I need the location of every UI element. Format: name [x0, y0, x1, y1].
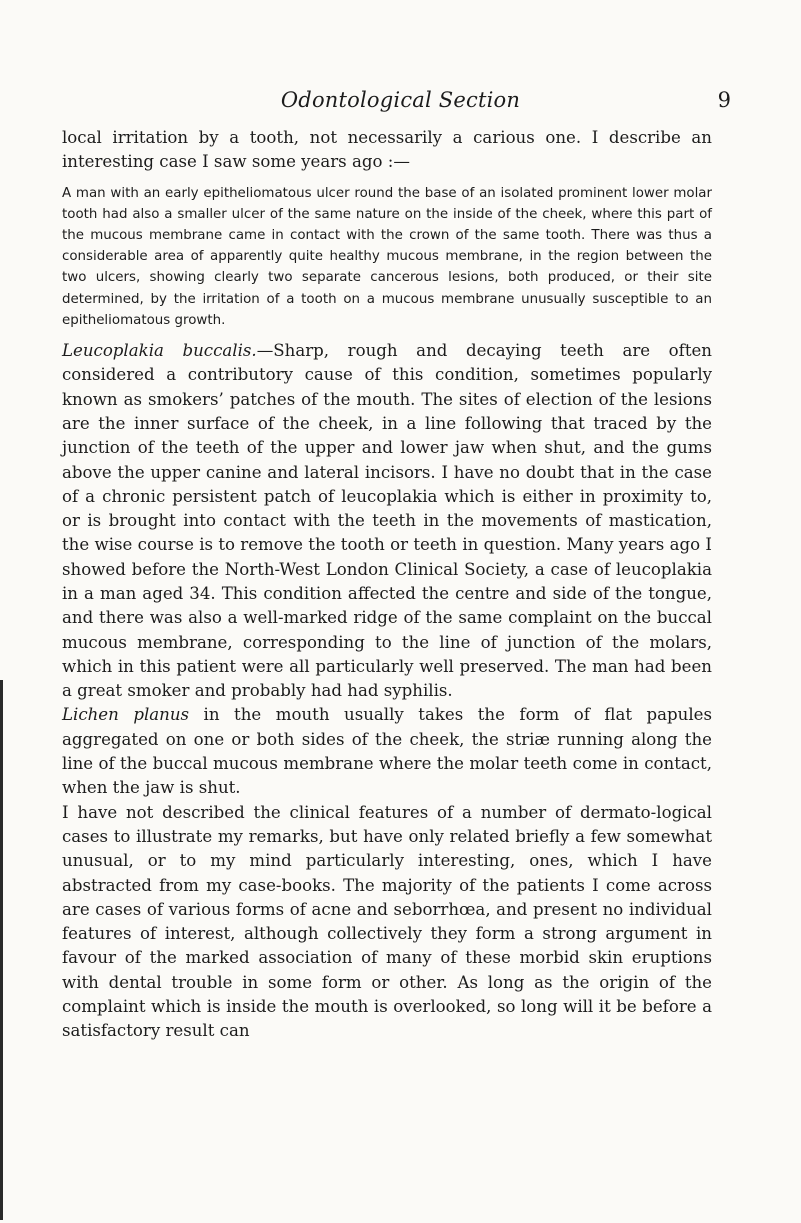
running-head: Odontological Section	[280, 88, 521, 112]
page-header	[0, 88, 801, 118]
lichen-planus-heading: Lichen planus	[62, 705, 190, 725]
leucoplakia-heading: Leucoplakia buccalis.	[62, 341, 257, 361]
paragraph-lichen-planus	[62, 703, 712, 800]
paragraph-conclusion: I have not described the clinical features of a number of dermato-logical cases to illustrate my remarks, but have only related briefly a few somewhat unusual, or to my mind particularly interesting, ones, which I have abstracted from my case-books. The majority of the patients I come across are cases of various forms of acne and seborrhœa, and present no individual features of interest, although collectively they form a strong argument in favour of the marked association of many of these morbid skin eruptions with dental trouble in some form or other. As long as the origin of the complaint which is inside the mouth is overlooked, so long will it be before a satisfactory result can	[62, 802, 712, 1041]
paragraph-case-report: A man with an early epitheliomatous ulcer round the base of an isolated prominent lower molar tooth had also a smaller ulcer of the same nature on the inside of the cheek, where this part of the mucous membrane came in contact with the crown of the same tooth. There was thus a considerable area of apparently quite healthy mucous membrane, in the region between the two ulcers, showing clearly two separate cancerous lesions, both produced, or their site determined, by the irritation of a tooth on a mucous membrane unusually susceptible to an epitheliomatous growth.	[62, 185, 712, 328]
body-text	[62, 126, 712, 1044]
leucoplakia-text: —Sharp, rough and decaying teeth are often considered a contributory cause of this condition, sometimes popularly known as smokers’ patches of the mouth. The sites of election of the lesions are the inner surface of the cheek, in a line following that traced by the junction of the teeth of the upper and lower jaw when shut, and the gums above the upper canine and lateral incisors. I have no doubt that in the case of a chronic persistent patch of leucoplakia which is either in proximity to, or is brought into contact with the teeth in the movements of mastication, the wise course is to remove the tooth or teeth in question. Many years ago I showed before the North-West London Clinical Society, a case of leucoplakia in a man aged 34. This condition affected the centre and side of the tongue, and there was also a well-marked ridge of the same complaint on the buccal mucous membrane, corresponding to the line of junction of the molars, which in this patient were all particularly well preserved. The man had been a great smoker and probably had had syphilis.	[62, 341, 712, 701]
paragraph-continuation: local irritation by a tooth, not necessarily a carious one. I describe an interesting case I saw some years ago :—	[62, 128, 712, 172]
paragraph-leucoplakia	[62, 339, 712, 703]
page-edge-shadow	[0, 680, 3, 1220]
lichen-planus-text: in the mouth usually takes the form of flat papules aggregated on one or both sides of the cheek, the striæ running along the line of the buccal mucous membrane where the molar teeth come in contact, when the jaw is shut.	[62, 705, 712, 798]
page-number: 9	[717, 88, 731, 112]
